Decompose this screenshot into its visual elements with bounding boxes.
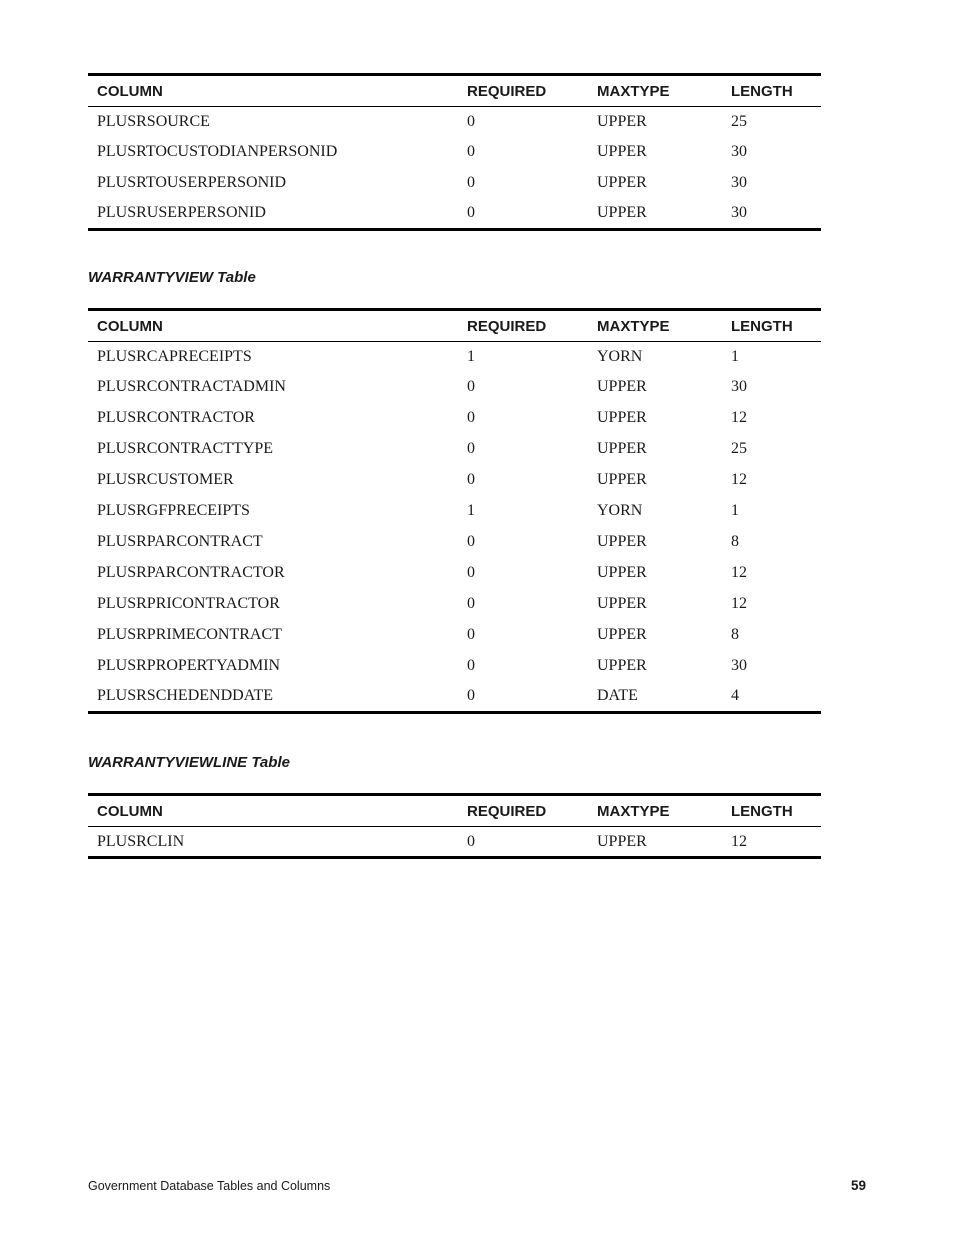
length-header: LENGTH	[722, 795, 821, 827]
required-cell: 0	[467, 173, 475, 191]
maxtype-header: MAXTYPE	[588, 75, 722, 107]
column-name-cell: PLUSRGFPRECEIPTS	[97, 501, 250, 519]
column-name-cell: PLUSRTOUSERPERSONID	[97, 173, 287, 191]
column-header: COLUMN	[88, 795, 458, 827]
maxtype-cell: UPPER	[597, 113, 647, 130]
length-cell: 4	[731, 687, 739, 704]
table-header-row	[88, 310, 821, 342]
length-cell: 8	[731, 532, 739, 550]
continued-columns-table	[88, 73, 821, 231]
length-cell: 12	[731, 470, 747, 488]
length-cell: 30	[731, 656, 747, 674]
table-row	[88, 136, 821, 167]
table-row	[88, 619, 821, 650]
required-header: REQUIRED	[458, 795, 588, 827]
length-cell: 8	[731, 625, 739, 643]
length-cell: 1	[731, 501, 739, 519]
column-name-cell: PLUSRCAPRECEIPTS	[97, 348, 252, 365]
column-name-cell: PLUSRTOCUSTODIANPERSONID	[97, 142, 338, 160]
maxtype-cell: DATE	[597, 687, 638, 704]
maxtype-cell: UPPER	[597, 439, 647, 457]
maxtype-cell: UPPER	[597, 594, 647, 612]
maxtype-cell: UPPER	[597, 656, 647, 674]
maxtype-cell: UPPER	[597, 408, 647, 426]
required-cell: 0	[467, 687, 475, 704]
length-cell: 30	[731, 173, 747, 191]
table-row	[88, 681, 821, 713]
table-row	[88, 433, 821, 464]
maxtype-cell: UPPER	[597, 532, 647, 550]
table-row	[88, 198, 821, 230]
required-cell: 0	[467, 142, 475, 160]
page-number: 59	[850, 1178, 866, 1193]
maxtype-cell: UPPER	[597, 563, 647, 581]
maxtype-cell: UPPER	[597, 377, 647, 395]
column-name-cell: PLUSRSOURCE	[97, 113, 210, 130]
table-row	[88, 342, 821, 372]
column-name-cell: PLUSRCUSTOMER	[97, 470, 234, 488]
warrantyviewline-table	[88, 793, 821, 859]
length-cell: 30	[731, 142, 747, 160]
required-cell: 0	[467, 377, 475, 395]
required-cell: 0	[467, 204, 475, 221]
column-name-cell: PLUSRPRIMECONTRACT	[97, 625, 282, 643]
required-cell: 0	[467, 408, 475, 426]
column-name-cell: PLUSRPROPERTYADMIN	[97, 656, 281, 674]
warrantyview-table	[88, 308, 821, 714]
required-cell: 1	[467, 348, 475, 365]
table-row	[88, 526, 821, 557]
section-heading: WARRANTYVIEW Table	[88, 269, 256, 286]
length-header: LENGTH	[722, 75, 821, 107]
column-header: COLUMN	[88, 75, 458, 107]
maxtype-header: MAXTYPE	[588, 795, 722, 827]
table-row	[88, 371, 821, 402]
column-name-cell: PLUSRPARCONTRACT	[97, 532, 263, 550]
column-name-cell: PLUSRCONTRACTADMIN	[97, 377, 286, 395]
required-cell: 1	[467, 501, 475, 519]
length-header: LENGTH	[722, 310, 821, 342]
required-cell: 0	[467, 625, 475, 643]
section-heading: WARRANTYVIEWLINE Table	[88, 754, 290, 771]
maxtype-cell: UPPER	[597, 204, 647, 221]
column-name-cell: PLUSRPARCONTRACTOR	[97, 563, 285, 581]
required-cell: 0	[467, 563, 475, 581]
required-cell: 0	[467, 113, 475, 130]
length-cell: 25	[731, 113, 747, 130]
maxtype-cell: UPPER	[597, 470, 647, 488]
table-row	[88, 827, 821, 858]
table-row	[88, 557, 821, 588]
required-cell: 0	[467, 532, 475, 550]
length-cell: 12	[731, 563, 747, 581]
maxtype-cell: UPPER	[597, 173, 647, 191]
required-cell: 0	[467, 439, 475, 457]
maxtype-cell: YORN	[597, 501, 643, 519]
column-name-cell: PLUSRCLIN	[97, 833, 185, 850]
maxtype-cell: UPPER	[597, 833, 647, 850]
table-row	[88, 107, 821, 137]
required-cell: 0	[467, 656, 475, 674]
table-header-row	[88, 795, 821, 827]
length-cell: 12	[731, 833, 747, 850]
column-name-cell: PLUSRUSERPERSONID	[97, 204, 266, 221]
table-row	[88, 495, 821, 526]
table-row	[88, 464, 821, 495]
length-cell: 25	[731, 439, 747, 457]
required-cell: 0	[467, 594, 475, 612]
maxtype-header: MAXTYPE	[588, 310, 722, 342]
table-row	[88, 650, 821, 681]
maxtype-cell: UPPER	[597, 142, 647, 160]
column-name-cell: PLUSRCONTRACTTYPE	[97, 439, 274, 457]
page-footer-title: Government Database Tables and Columns	[88, 1179, 331, 1193]
required-header: REQUIRED	[458, 75, 588, 107]
maxtype-cell: YORN	[597, 348, 643, 365]
column-name-cell: PLUSRCONTRACTOR	[97, 408, 255, 426]
table-row	[88, 588, 821, 619]
length-cell: 30	[731, 377, 747, 395]
table-header-row	[88, 75, 821, 107]
length-cell: 30	[731, 204, 747, 221]
length-cell: 12	[731, 594, 747, 612]
column-name-cell: PLUSRSCHEDENDDATE	[97, 687, 274, 704]
column-header: COLUMN	[88, 310, 458, 342]
length-cell: 1	[731, 348, 739, 365]
table-row	[88, 167, 821, 198]
table-row	[88, 402, 821, 433]
maxtype-cell: UPPER	[597, 625, 647, 643]
required-cell: 0	[467, 470, 475, 488]
column-name-cell: PLUSRPRICONTRACTOR	[97, 594, 280, 612]
required-header: REQUIRED	[458, 310, 588, 342]
length-cell: 12	[731, 408, 747, 426]
required-cell: 0	[467, 833, 475, 850]
